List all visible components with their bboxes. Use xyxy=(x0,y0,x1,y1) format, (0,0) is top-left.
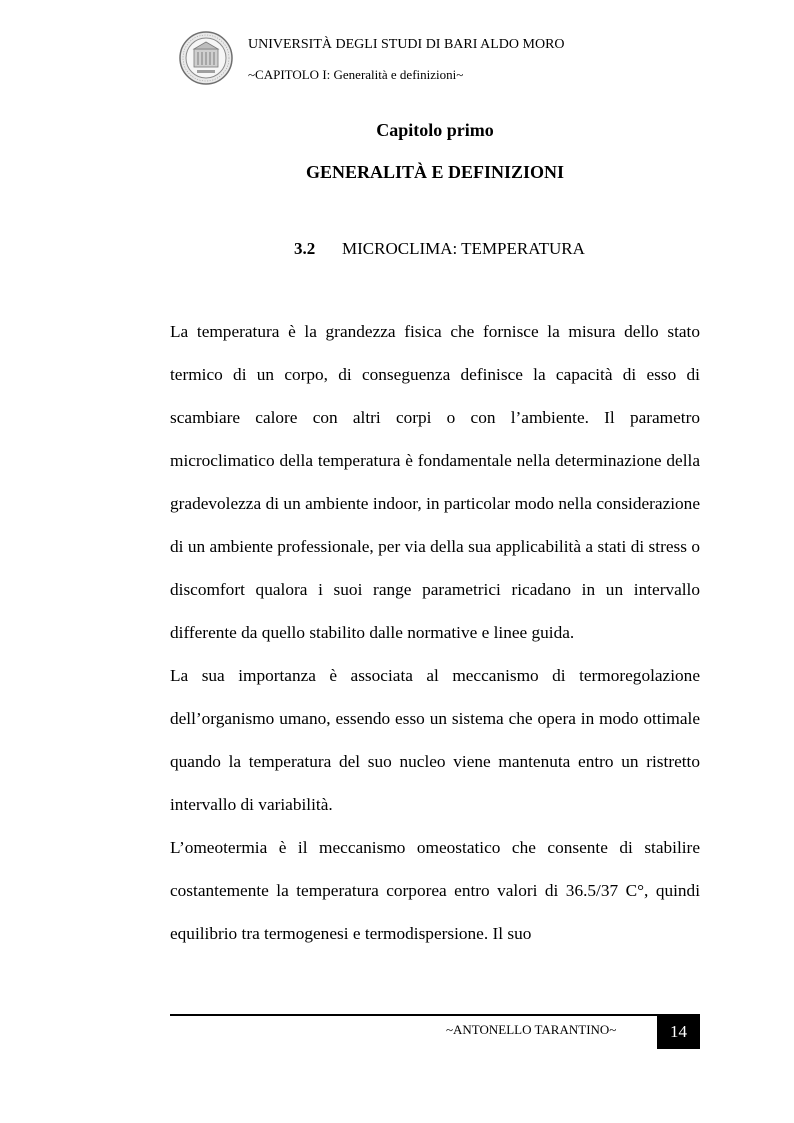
university-seal-icon xyxy=(178,30,234,86)
section-heading xyxy=(294,239,585,259)
footer-divider xyxy=(170,1014,700,1016)
body-text xyxy=(170,310,700,955)
paragraph: L’omeotermia è il meccanismo omeostatico che consente di stabilire costantemente la temperatura corporea entro valori di 36.5/37 C°, quindi equilibrio tra termogenesi e termodispersione. Il suo xyxy=(170,838,700,943)
footer-author: ~ANTONELLO TARANTINO~ xyxy=(446,1022,617,1037)
running-chapter-title: ~CAPITOLO I: Generalità e definizioni~ xyxy=(248,67,464,82)
paragraph: La temperatura è la grandezza fisica che fornisce la misura dello stato termico di un corpo, di conseguenza definisce la capacità di esso di scambiare calore con altri corpi o con l’ambiente. Il parametro microclimatico della temperatura è fondamentale nella determinazione della gradevolezza di un ambiente indoor, in particolar modo nella considerazione di un ambiente professionale, per via della sua applicabilità a stati di stress o discomfort qualora i suoi range parametrici ricadano in un intervallo differente da quello stabilito dalle normative e linee guida. xyxy=(170,322,700,642)
university-name: UNIVERSITÀ DEGLI STUDI DI BARI ALDO MORO xyxy=(248,37,565,52)
chapter-label: Capitolo primo xyxy=(376,120,494,140)
chapter-title: GENERALITÀ E DEFINIZIONI xyxy=(305,162,565,182)
section-number: 3.2 xyxy=(294,239,316,258)
section-title: MICROCLIMA: TEMPERATURA xyxy=(342,239,585,258)
paragraph: La sua importanza è associata al meccanismo di termoregolazione dell’organismo umano, essendo esso un sistema che opera in modo ottimale quando la temperatura del suo nucleo viene mantenuta entro un ristretto intervallo di variabilità. xyxy=(170,666,700,814)
page-number: 14 xyxy=(657,1015,700,1049)
page-header xyxy=(178,30,718,90)
